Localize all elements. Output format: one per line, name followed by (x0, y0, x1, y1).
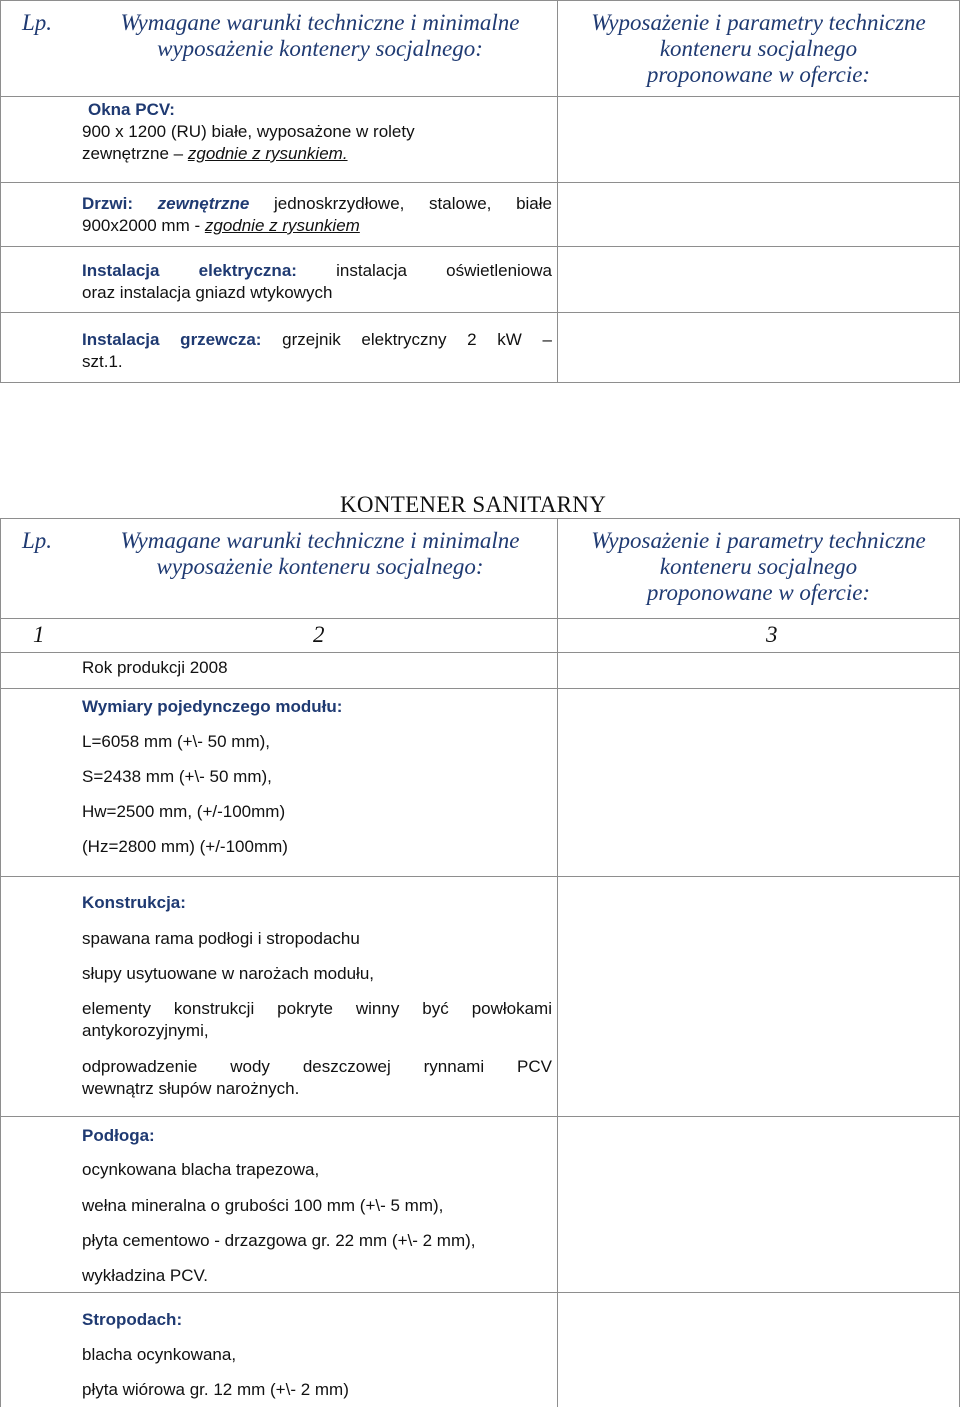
offer-header-line3: proponowane w ofercie: (646, 62, 871, 87)
okna-cell (82, 99, 552, 165)
podloga-1: ocynkowana blacha trapezowa, (82, 1160, 320, 1179)
lp-header: Lp. (22, 10, 53, 35)
konstrukcja-3b: antykorozyjnymi, (82, 1021, 209, 1040)
drzwi-line2-a: 900x2000 mm - (82, 216, 201, 235)
podloga-4: wykładzina PCV. (82, 1266, 208, 1285)
podloga-2: wełna mineralna o grubości 100 mm (+\- 5 mm), (82, 1196, 444, 1215)
offer-header-2-line2: konteneru socjalnego (659, 554, 858, 579)
podloga-3: płyta cementowo - drzazgowa gr. 22 mm (+\- 2 mm), (82, 1231, 476, 1250)
wymiary-hz: (Hz=2800 mm) (+/-100mm) (82, 837, 288, 856)
grzew-cell (82, 329, 552, 373)
elek-line2: oraz instalacja gniazd wtykowych (82, 283, 333, 302)
requirements-header-line2: wyposażenie kontenery socjalnego: (157, 36, 483, 61)
drzwi-italic: zewnętrzne (157, 194, 250, 213)
elek-line1 (82, 260, 552, 282)
offer-header-2-line1: Wyposażenie i parametry techniczne (591, 528, 926, 553)
wymiary-label: Wymiary pojedynczego modułu: (82, 697, 343, 716)
column-number-1: 1 (33, 622, 45, 647)
grzew-line1 (82, 329, 552, 351)
konstrukcja-3a: elementy konstrukcji pokryte winny być powłokami (82, 999, 552, 1018)
wymiary-l: L=6058 mm (+\- 50 mm), (82, 732, 271, 751)
drzwi-line2 (82, 215, 552, 237)
okna-line2-a: zewnętrzne – (82, 144, 184, 163)
lp-header-2: Lp. (22, 528, 53, 553)
offer-header-2 (557, 528, 960, 606)
drzwi-rest: jednoskrzydłowe, stalowe, białe (273, 194, 552, 213)
grzew-rest: grzejnik elektryczny 2 kW – (282, 330, 552, 349)
grzew-label: Instalacja grzewcza: (82, 330, 262, 349)
offer-header-line1: Wyposażenie i parametry techniczne (591, 10, 926, 35)
okna-line1: 900 x 1200 (RU) białe, wyposażone w rolety (82, 122, 415, 141)
requirements-header-2-line2: wyposażenie konteneru socjalnego: (156, 554, 484, 579)
konstrukcja-2: słupy usytuowane w narożach modułu, (82, 964, 374, 983)
offer-header (557, 10, 960, 88)
drzwi-cell (82, 193, 552, 237)
konstrukcja-4a: odprowadzenie wody deszczowej rynnami PCV (82, 1057, 552, 1076)
drzwi-drawing-ref: zgodnie z rysunkiem (204, 216, 360, 235)
wymiary-s: S=2438 mm (+\- 50 mm), (82, 767, 272, 786)
stropodach-1: blacha ocynkowana, (82, 1345, 237, 1364)
rok-produkcji: Rok produkcji 2008 (82, 658, 228, 677)
column-number-2: 2 (313, 622, 325, 647)
elek-cell (82, 260, 552, 304)
konstrukcja-1: spawana rama podłogi i stropodachu (82, 929, 360, 948)
requirements-header-2 (60, 528, 580, 580)
wymiary-hw: Hw=2500 mm, (+/-100mm) (82, 802, 286, 821)
elek-label: Instalacja elektryczna: (82, 261, 297, 280)
podloga-label: Podłoga: (82, 1126, 155, 1145)
okna-line2 (82, 143, 552, 165)
stropodach-2: płyta wiórowa gr. 12 mm (+\- 2 mm) (82, 1380, 349, 1399)
offer-header-line2: konteneru socjalnego (659, 36, 858, 61)
elek-rest: instalacja oświetleniowa (336, 261, 552, 280)
okna-drawing-ref: zgodnie z rysunkiem. (187, 144, 348, 163)
requirements-header (60, 10, 580, 62)
section-title: KONTENER SANITARNY (340, 492, 607, 517)
offer-header-2-line3: proponowane w ofercie: (646, 580, 871, 605)
requirements-header-2-line1: Wymagane warunki techniczne i minimalne (120, 528, 520, 553)
column-number-3: 3 (766, 622, 778, 647)
drzwi-label: Drzwi: (82, 194, 133, 213)
konstrukcja-label: Konstrukcja: (82, 893, 186, 912)
konstrukcja-4b: wewnątrz słupów narożnych. (82, 1079, 300, 1098)
requirements-header-line1: Wymagane warunki techniczne i minimalne (120, 10, 520, 35)
grzew-line2: szt.1. (82, 352, 123, 371)
okna-label: Okna PCV: (88, 100, 175, 119)
stropodach-label: Stropodach: (82, 1310, 183, 1329)
drzwi-line1 (82, 193, 552, 215)
